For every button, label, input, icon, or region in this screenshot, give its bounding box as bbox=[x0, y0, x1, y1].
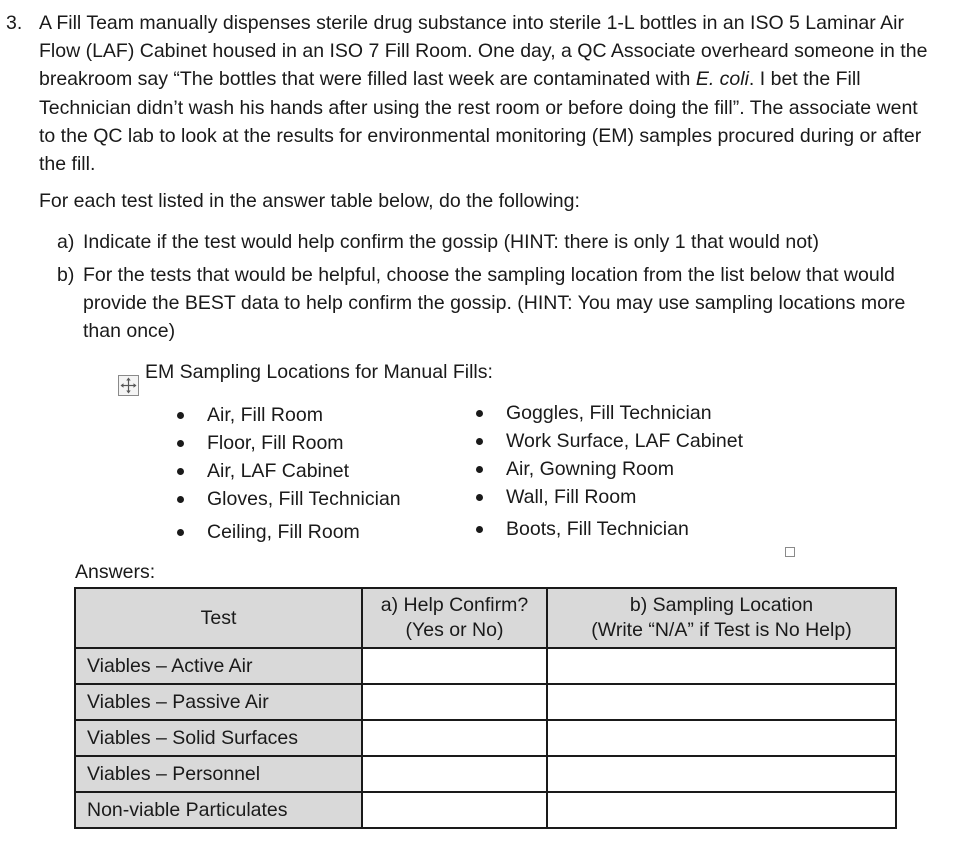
question-body bbox=[39, 9, 939, 178]
help-confirm-cell[interactable] bbox=[362, 792, 547, 828]
table-row bbox=[75, 684, 896, 720]
subpart-a-text: Indicate if the test would help confirm the gossip (HINT: there is only 1 that would not) bbox=[83, 231, 819, 253]
list-item: Work Surface, LAF Cabinet bbox=[476, 427, 743, 455]
sampling-location-cell[interactable] bbox=[547, 792, 896, 828]
sampling-location-cell[interactable] bbox=[547, 684, 896, 720]
subpart-b bbox=[57, 261, 937, 345]
list-item: Floor, Fill Room bbox=[177, 429, 401, 457]
table-row bbox=[75, 792, 896, 828]
test-name-cell: Viables – Personnel bbox=[75, 756, 362, 792]
table-row bbox=[75, 648, 896, 684]
question-instructions: For each test listed in the answer table below, do the following: bbox=[39, 190, 580, 212]
header-help-line2: (Yes or No) bbox=[405, 619, 504, 641]
move-arrows-icon[interactable] bbox=[118, 375, 139, 396]
table-header-row bbox=[75, 588, 896, 648]
list-item: Ceiling, Fill Room bbox=[177, 518, 401, 546]
answer-table bbox=[74, 587, 897, 829]
sampling-location-cell[interactable] bbox=[547, 756, 896, 792]
table-row bbox=[75, 756, 896, 792]
list-item: Air, Gowning Room bbox=[476, 455, 743, 483]
list-item: Boots, Fill Technician bbox=[476, 515, 743, 543]
test-name-cell: Viables – Passive Air bbox=[75, 684, 362, 720]
sampling-locations-heading: EM Sampling Locations for Manual Fills: bbox=[145, 361, 493, 383]
header-location-line1: b) Sampling Location bbox=[629, 594, 814, 616]
list-item: Wall, Fill Room bbox=[476, 483, 743, 511]
question-text-part-1: A Fill Team manually dispenses sterile drug substance into sterile 1-L bottles in an ISO 5 Laminar Air Flow (LAF) Cabinet housed in an ISO 7 Fill Room. One day, a QC Associate overheard someone in the breakroom say “The bottles that were filled last week are contaminated with bbox=[39, 12, 928, 91]
list-item: Air, LAF Cabinet bbox=[177, 457, 401, 485]
test-name-cell: Non-viable Particulates bbox=[75, 792, 362, 828]
help-confirm-cell[interactable] bbox=[362, 648, 547, 684]
sampling-location-cell[interactable] bbox=[547, 648, 896, 684]
list-item: Air, Fill Room bbox=[177, 401, 401, 429]
test-name-cell: Viables – Active Air bbox=[75, 648, 362, 684]
header-help-line1: a) Help Confirm? bbox=[380, 594, 529, 616]
header-test: Test bbox=[75, 588, 362, 648]
list-item: Goggles, Fill Technician bbox=[476, 399, 743, 427]
subpart-a-marker: a) bbox=[57, 231, 75, 253]
sampling-locations-right-list bbox=[476, 399, 743, 543]
list-item: Gloves, Fill Technician bbox=[177, 485, 401, 513]
sampling-location-cell[interactable] bbox=[547, 720, 896, 756]
header-sampling-location bbox=[547, 588, 896, 648]
question-text-part-2: . I bet the Fill Technician didn’t wash his hands after using the rest room or before doing the fill”. The associate went to the QC lab to look at the results for environmental monitoring (EM) samples procured during or after the fill. bbox=[39, 68, 922, 176]
question-number: 3. bbox=[6, 12, 23, 34]
organism-name: E. coli bbox=[695, 68, 749, 91]
help-confirm-cell[interactable] bbox=[362, 684, 547, 720]
header-location-line2: (Write “N/A” if Test is No Help) bbox=[591, 619, 852, 641]
test-name-cell: Viables – Solid Surfaces bbox=[75, 720, 362, 756]
subpart-b-text: For the tests that would be helpful, choose the sampling location from the list below that would provide the BEST data to help confirm the gossip. (HINT: You may use sampling locations more than once) bbox=[83, 264, 906, 342]
answers-label: Answers: bbox=[75, 561, 156, 583]
help-confirm-cell[interactable] bbox=[362, 720, 547, 756]
subpart-b-marker: b) bbox=[57, 264, 75, 286]
header-help-confirm bbox=[362, 588, 547, 648]
subpart-list bbox=[57, 228, 937, 350]
subpart-a bbox=[57, 228, 937, 256]
resize-square-icon[interactable] bbox=[785, 547, 795, 557]
help-confirm-cell[interactable] bbox=[362, 756, 547, 792]
table-row bbox=[75, 720, 896, 756]
sampling-locations-left-list bbox=[177, 401, 401, 546]
